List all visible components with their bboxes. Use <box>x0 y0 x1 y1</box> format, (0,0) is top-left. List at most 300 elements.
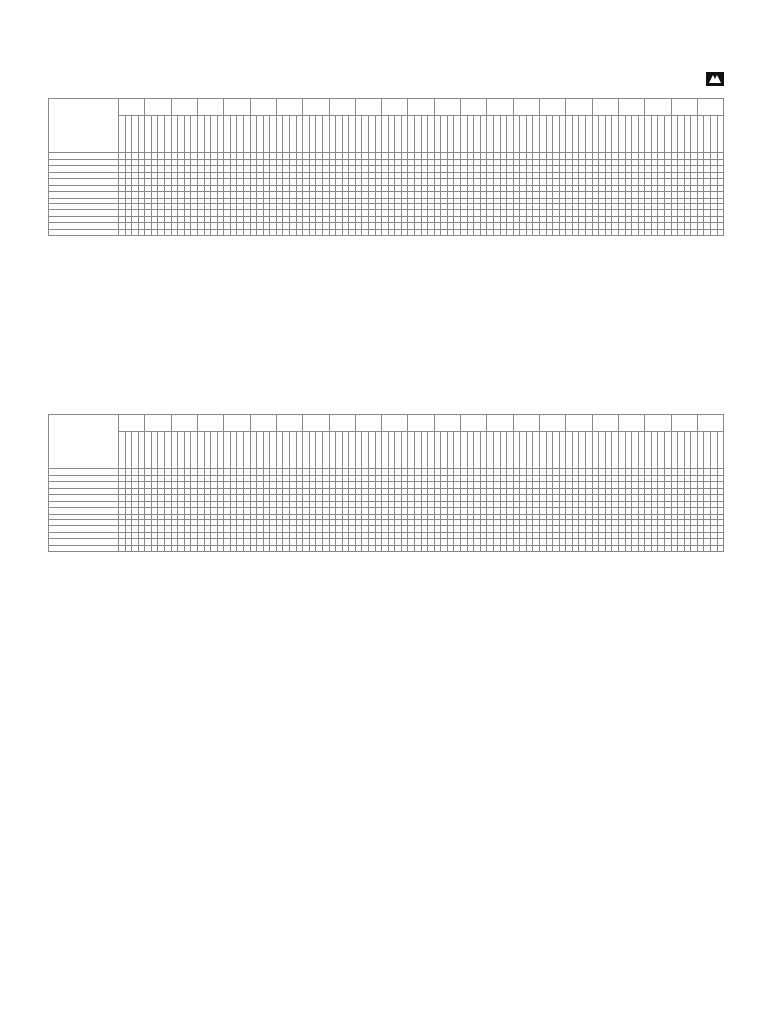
column-group-header <box>487 415 513 432</box>
table-cell <box>138 229 145 236</box>
table-cell <box>579 545 586 552</box>
table-cell <box>132 229 139 236</box>
period-header <box>191 116 198 153</box>
table-cell <box>546 229 553 236</box>
table-cell <box>467 545 474 552</box>
table-cell <box>454 545 461 552</box>
period-header <box>158 432 165 469</box>
period-header <box>612 432 619 469</box>
period-header <box>691 116 698 153</box>
period-header <box>605 432 612 469</box>
column-group-header <box>618 415 644 432</box>
table-cell <box>184 229 191 236</box>
table-cell <box>243 229 250 236</box>
period-header <box>546 116 553 153</box>
period-header <box>171 116 178 153</box>
period-header <box>612 116 619 153</box>
period-header <box>290 432 297 469</box>
period-header <box>316 432 323 469</box>
column-group-header-row <box>49 415 724 432</box>
period-header <box>237 116 244 153</box>
period-header <box>132 432 139 469</box>
period-header <box>493 432 500 469</box>
logo-mark-icon <box>708 74 722 84</box>
period-header <box>625 432 632 469</box>
table-cell <box>171 545 178 552</box>
table-cell <box>342 229 349 236</box>
table-cell <box>382 545 389 552</box>
table-cell <box>697 229 704 236</box>
table-cell <box>421 545 428 552</box>
column-group-header <box>645 415 671 432</box>
column-group-header <box>487 99 513 116</box>
period-header <box>329 116 336 153</box>
table-cell <box>638 229 645 236</box>
table-cell <box>125 229 132 236</box>
period-header <box>526 116 533 153</box>
table-cell <box>507 545 514 552</box>
period-header <box>125 116 132 153</box>
period-header <box>546 432 553 469</box>
company-header <box>48 60 268 80</box>
period-header <box>211 116 218 153</box>
period-header <box>184 116 191 153</box>
table-cell <box>178 229 185 236</box>
period-header <box>322 432 329 469</box>
table-cell <box>711 545 718 552</box>
table-cell <box>533 229 540 236</box>
table-row <box>49 229 724 236</box>
period-header <box>684 116 691 153</box>
period-header <box>336 432 343 469</box>
table-cell <box>119 229 126 236</box>
period-header <box>605 116 612 153</box>
period-header <box>697 432 704 469</box>
table-cell <box>711 229 718 236</box>
period-header <box>415 116 422 153</box>
table-cell <box>257 545 264 552</box>
page-footer <box>0 1006 770 1010</box>
period-header <box>217 116 224 153</box>
period-header <box>303 116 310 153</box>
period-header <box>230 116 237 153</box>
period-header <box>474 432 481 469</box>
table-cell <box>618 229 625 236</box>
period-header <box>684 432 691 469</box>
period-header <box>474 116 481 153</box>
table-cell <box>447 229 454 236</box>
period-header <box>349 116 356 153</box>
period-header <box>454 116 461 153</box>
table-cell <box>454 229 461 236</box>
table-cell <box>671 229 678 236</box>
column-group-header <box>119 415 145 432</box>
table-cell <box>184 545 191 552</box>
table-cell <box>322 545 329 552</box>
column-group-header <box>197 99 223 116</box>
column-group-header <box>355 415 381 432</box>
table-cell <box>237 545 244 552</box>
column-group-header <box>171 99 197 116</box>
note-line <box>122 318 287 322</box>
period-header <box>513 116 520 153</box>
period-header <box>171 432 178 469</box>
column-group-header <box>329 99 355 116</box>
period-header <box>184 432 191 469</box>
table-cell <box>612 229 619 236</box>
note-line <box>122 650 287 654</box>
period-header <box>276 432 283 469</box>
table-cell <box>664 229 671 236</box>
table-cell <box>408 229 415 236</box>
period-header <box>125 432 132 469</box>
period-header <box>428 432 435 469</box>
period-header <box>579 432 586 469</box>
table-cell <box>651 229 658 236</box>
period-header <box>151 116 158 153</box>
table-cell <box>461 229 468 236</box>
table-cell <box>408 545 415 552</box>
table-cell <box>362 229 369 236</box>
table-cell <box>243 545 250 552</box>
period-header <box>362 432 369 469</box>
table-cell <box>664 545 671 552</box>
table-cell <box>500 229 507 236</box>
table-cell <box>625 545 632 552</box>
table-cell <box>487 229 494 236</box>
table-cell <box>678 545 685 552</box>
period-header <box>395 432 402 469</box>
period-header <box>447 116 454 153</box>
table-cell <box>171 229 178 236</box>
financial-table-2 <box>48 414 724 552</box>
table-cell <box>520 545 527 552</box>
table-cell <box>553 545 560 552</box>
table-cell <box>500 545 507 552</box>
table-cell <box>474 229 481 236</box>
table-cell <box>559 229 566 236</box>
table-cell <box>342 545 349 552</box>
table-cell <box>526 545 533 552</box>
table-cell <box>671 545 678 552</box>
table-cell <box>618 545 625 552</box>
period-header <box>454 432 461 469</box>
table-cell <box>553 229 560 236</box>
period-header <box>217 432 224 469</box>
period-header <box>401 432 408 469</box>
table-cell <box>230 545 237 552</box>
column-group-header <box>276 99 302 116</box>
period-header <box>349 432 356 469</box>
table-cell <box>211 545 218 552</box>
table-cell <box>197 229 204 236</box>
table-cell <box>283 229 290 236</box>
column-group-header <box>618 99 644 116</box>
period-header <box>526 432 533 469</box>
table-cell <box>441 229 448 236</box>
column-group-header <box>566 415 592 432</box>
column-group-header <box>434 415 460 432</box>
period-header <box>572 116 579 153</box>
period-header <box>651 116 658 153</box>
table-cell <box>415 229 422 236</box>
table-cell <box>447 545 454 552</box>
period-header <box>270 432 277 469</box>
period-header <box>243 432 250 469</box>
table-cell <box>651 545 658 552</box>
period-header <box>579 116 586 153</box>
column-group-header-row <box>49 99 724 116</box>
table-cell <box>217 229 224 236</box>
period-header <box>119 432 126 469</box>
column-group-header <box>171 415 197 432</box>
table-cell <box>250 545 257 552</box>
period-header <box>586 432 593 469</box>
row-label <box>49 229 119 236</box>
period-header <box>355 116 362 153</box>
period-header <box>230 432 237 469</box>
period-header <box>513 432 520 469</box>
column-group-header <box>408 99 434 116</box>
period-header <box>362 116 369 153</box>
period-header <box>178 432 185 469</box>
table-cell <box>368 545 375 552</box>
row-label <box>49 545 119 552</box>
table-cell <box>428 545 435 552</box>
table-cell <box>316 545 323 552</box>
period-header <box>237 432 244 469</box>
period-header <box>507 116 514 153</box>
table-cell <box>480 545 487 552</box>
table-cell <box>546 545 553 552</box>
period-header <box>145 432 152 469</box>
period-header <box>158 116 165 153</box>
table-cell <box>138 545 145 552</box>
period-header <box>671 432 678 469</box>
table-cell <box>263 545 270 552</box>
period-header <box>461 116 468 153</box>
table-cell <box>493 545 500 552</box>
table-cell <box>697 545 704 552</box>
period-header <box>520 432 527 469</box>
column-group-header <box>250 99 276 116</box>
column-group-header <box>592 415 618 432</box>
table-cell <box>474 545 481 552</box>
table-cell <box>421 229 428 236</box>
period-header <box>658 116 665 153</box>
period-header <box>408 116 415 153</box>
table-cell <box>566 545 573 552</box>
table-cell <box>204 229 211 236</box>
column-group-header <box>645 99 671 116</box>
period-header <box>263 116 270 153</box>
financial-table-1 <box>48 98 724 236</box>
table-cell <box>316 229 323 236</box>
table-cell <box>362 545 369 552</box>
period-header <box>296 116 303 153</box>
period-header <box>336 116 343 153</box>
table-cell <box>388 229 395 236</box>
table-cell <box>586 229 593 236</box>
table-cell <box>566 229 573 236</box>
column-group-header <box>250 415 276 432</box>
table-cell <box>276 545 283 552</box>
table-cell <box>533 545 540 552</box>
period-header <box>487 116 494 153</box>
table-cell <box>480 229 487 236</box>
period-header <box>434 116 441 153</box>
period-header <box>375 116 382 153</box>
table-cell <box>375 545 382 552</box>
column-group-header <box>119 99 145 116</box>
table-cell <box>263 229 270 236</box>
table-cell <box>270 545 277 552</box>
period-header <box>151 432 158 469</box>
period-header <box>342 432 349 469</box>
period-header <box>263 432 270 469</box>
table-cell <box>717 545 724 552</box>
column-group-header <box>145 99 171 116</box>
period-header <box>467 116 474 153</box>
period-header <box>382 432 389 469</box>
period-header <box>664 432 671 469</box>
table-cell <box>230 229 237 236</box>
period-header <box>355 432 362 469</box>
table-cell <box>658 229 665 236</box>
column-group-header <box>566 99 592 116</box>
period-header <box>500 116 507 153</box>
period-header <box>119 116 126 153</box>
table-cell <box>309 545 316 552</box>
table-cell <box>191 545 198 552</box>
table-cell <box>191 229 198 236</box>
table-cell <box>368 229 375 236</box>
column-group-header <box>697 99 723 116</box>
period-header <box>309 116 316 153</box>
header-line <box>48 76 268 80</box>
period-header <box>290 116 297 153</box>
table-cell <box>704 545 711 552</box>
table-cell <box>645 229 652 236</box>
table-cell <box>395 229 402 236</box>
table-cell <box>375 229 382 236</box>
table-cell <box>487 545 494 552</box>
table-cell <box>632 545 639 552</box>
period-header <box>204 432 211 469</box>
table-cell <box>507 229 514 236</box>
table-cell <box>250 229 257 236</box>
table-cell <box>145 545 152 552</box>
table-cell <box>513 229 520 236</box>
period-header <box>401 116 408 153</box>
period-header <box>257 116 264 153</box>
table-cell <box>599 545 606 552</box>
period-header <box>645 116 652 153</box>
period-header <box>138 432 145 469</box>
period-header <box>572 432 579 469</box>
table-cell <box>717 229 724 236</box>
table-cell <box>355 229 362 236</box>
period-header-row <box>49 432 724 469</box>
period-header <box>224 432 231 469</box>
table-cell <box>165 229 172 236</box>
column-group-header <box>145 415 171 432</box>
column-group-header <box>382 99 408 116</box>
column-group-header <box>224 99 250 116</box>
period-header <box>415 432 422 469</box>
period-header <box>520 116 527 153</box>
period-header <box>375 432 382 469</box>
column-group-header <box>513 99 539 116</box>
period-header <box>224 116 231 153</box>
table-cell <box>684 229 691 236</box>
column-group-header <box>329 415 355 432</box>
table-cell <box>592 229 599 236</box>
period-header <box>559 432 566 469</box>
period-header <box>566 116 573 153</box>
period-header <box>592 116 599 153</box>
period-header <box>322 116 329 153</box>
table-cell <box>434 545 441 552</box>
period-header <box>645 432 652 469</box>
period-header <box>257 432 264 469</box>
period-header <box>533 116 540 153</box>
period-header <box>599 116 606 153</box>
table-cell <box>638 545 645 552</box>
table-cell <box>165 545 172 552</box>
table-cell <box>322 229 329 236</box>
column-group-header <box>540 99 566 116</box>
period-header <box>303 432 310 469</box>
column-group-header <box>461 99 487 116</box>
table-cell <box>270 229 277 236</box>
period-header <box>559 116 566 153</box>
section-2-title <box>48 407 108 411</box>
period-header <box>704 432 711 469</box>
table-cell <box>151 229 158 236</box>
period-header <box>487 432 494 469</box>
period-header <box>671 116 678 153</box>
column-group-header <box>382 415 408 432</box>
period-header <box>191 432 198 469</box>
period-header <box>704 116 711 153</box>
period-header <box>717 432 724 469</box>
period-header <box>632 432 639 469</box>
period-header <box>276 116 283 153</box>
column-group-header <box>408 415 434 432</box>
period-header <box>441 432 448 469</box>
table-cell <box>691 545 698 552</box>
table-cell <box>237 229 244 236</box>
period-header <box>533 432 540 469</box>
section-2-amount-note <box>684 407 724 411</box>
table-cell <box>303 229 310 236</box>
table-cell <box>145 229 152 236</box>
period-header <box>461 432 468 469</box>
period-header <box>316 116 323 153</box>
table-cell <box>211 229 218 236</box>
table-cell <box>415 545 422 552</box>
table-cell <box>158 545 165 552</box>
period-header <box>250 116 257 153</box>
period-header <box>717 116 724 153</box>
column-group-header <box>671 99 697 116</box>
period-header <box>664 116 671 153</box>
period-header <box>283 116 290 153</box>
period-header <box>204 116 211 153</box>
period-header <box>250 432 257 469</box>
table-cell <box>125 545 132 552</box>
